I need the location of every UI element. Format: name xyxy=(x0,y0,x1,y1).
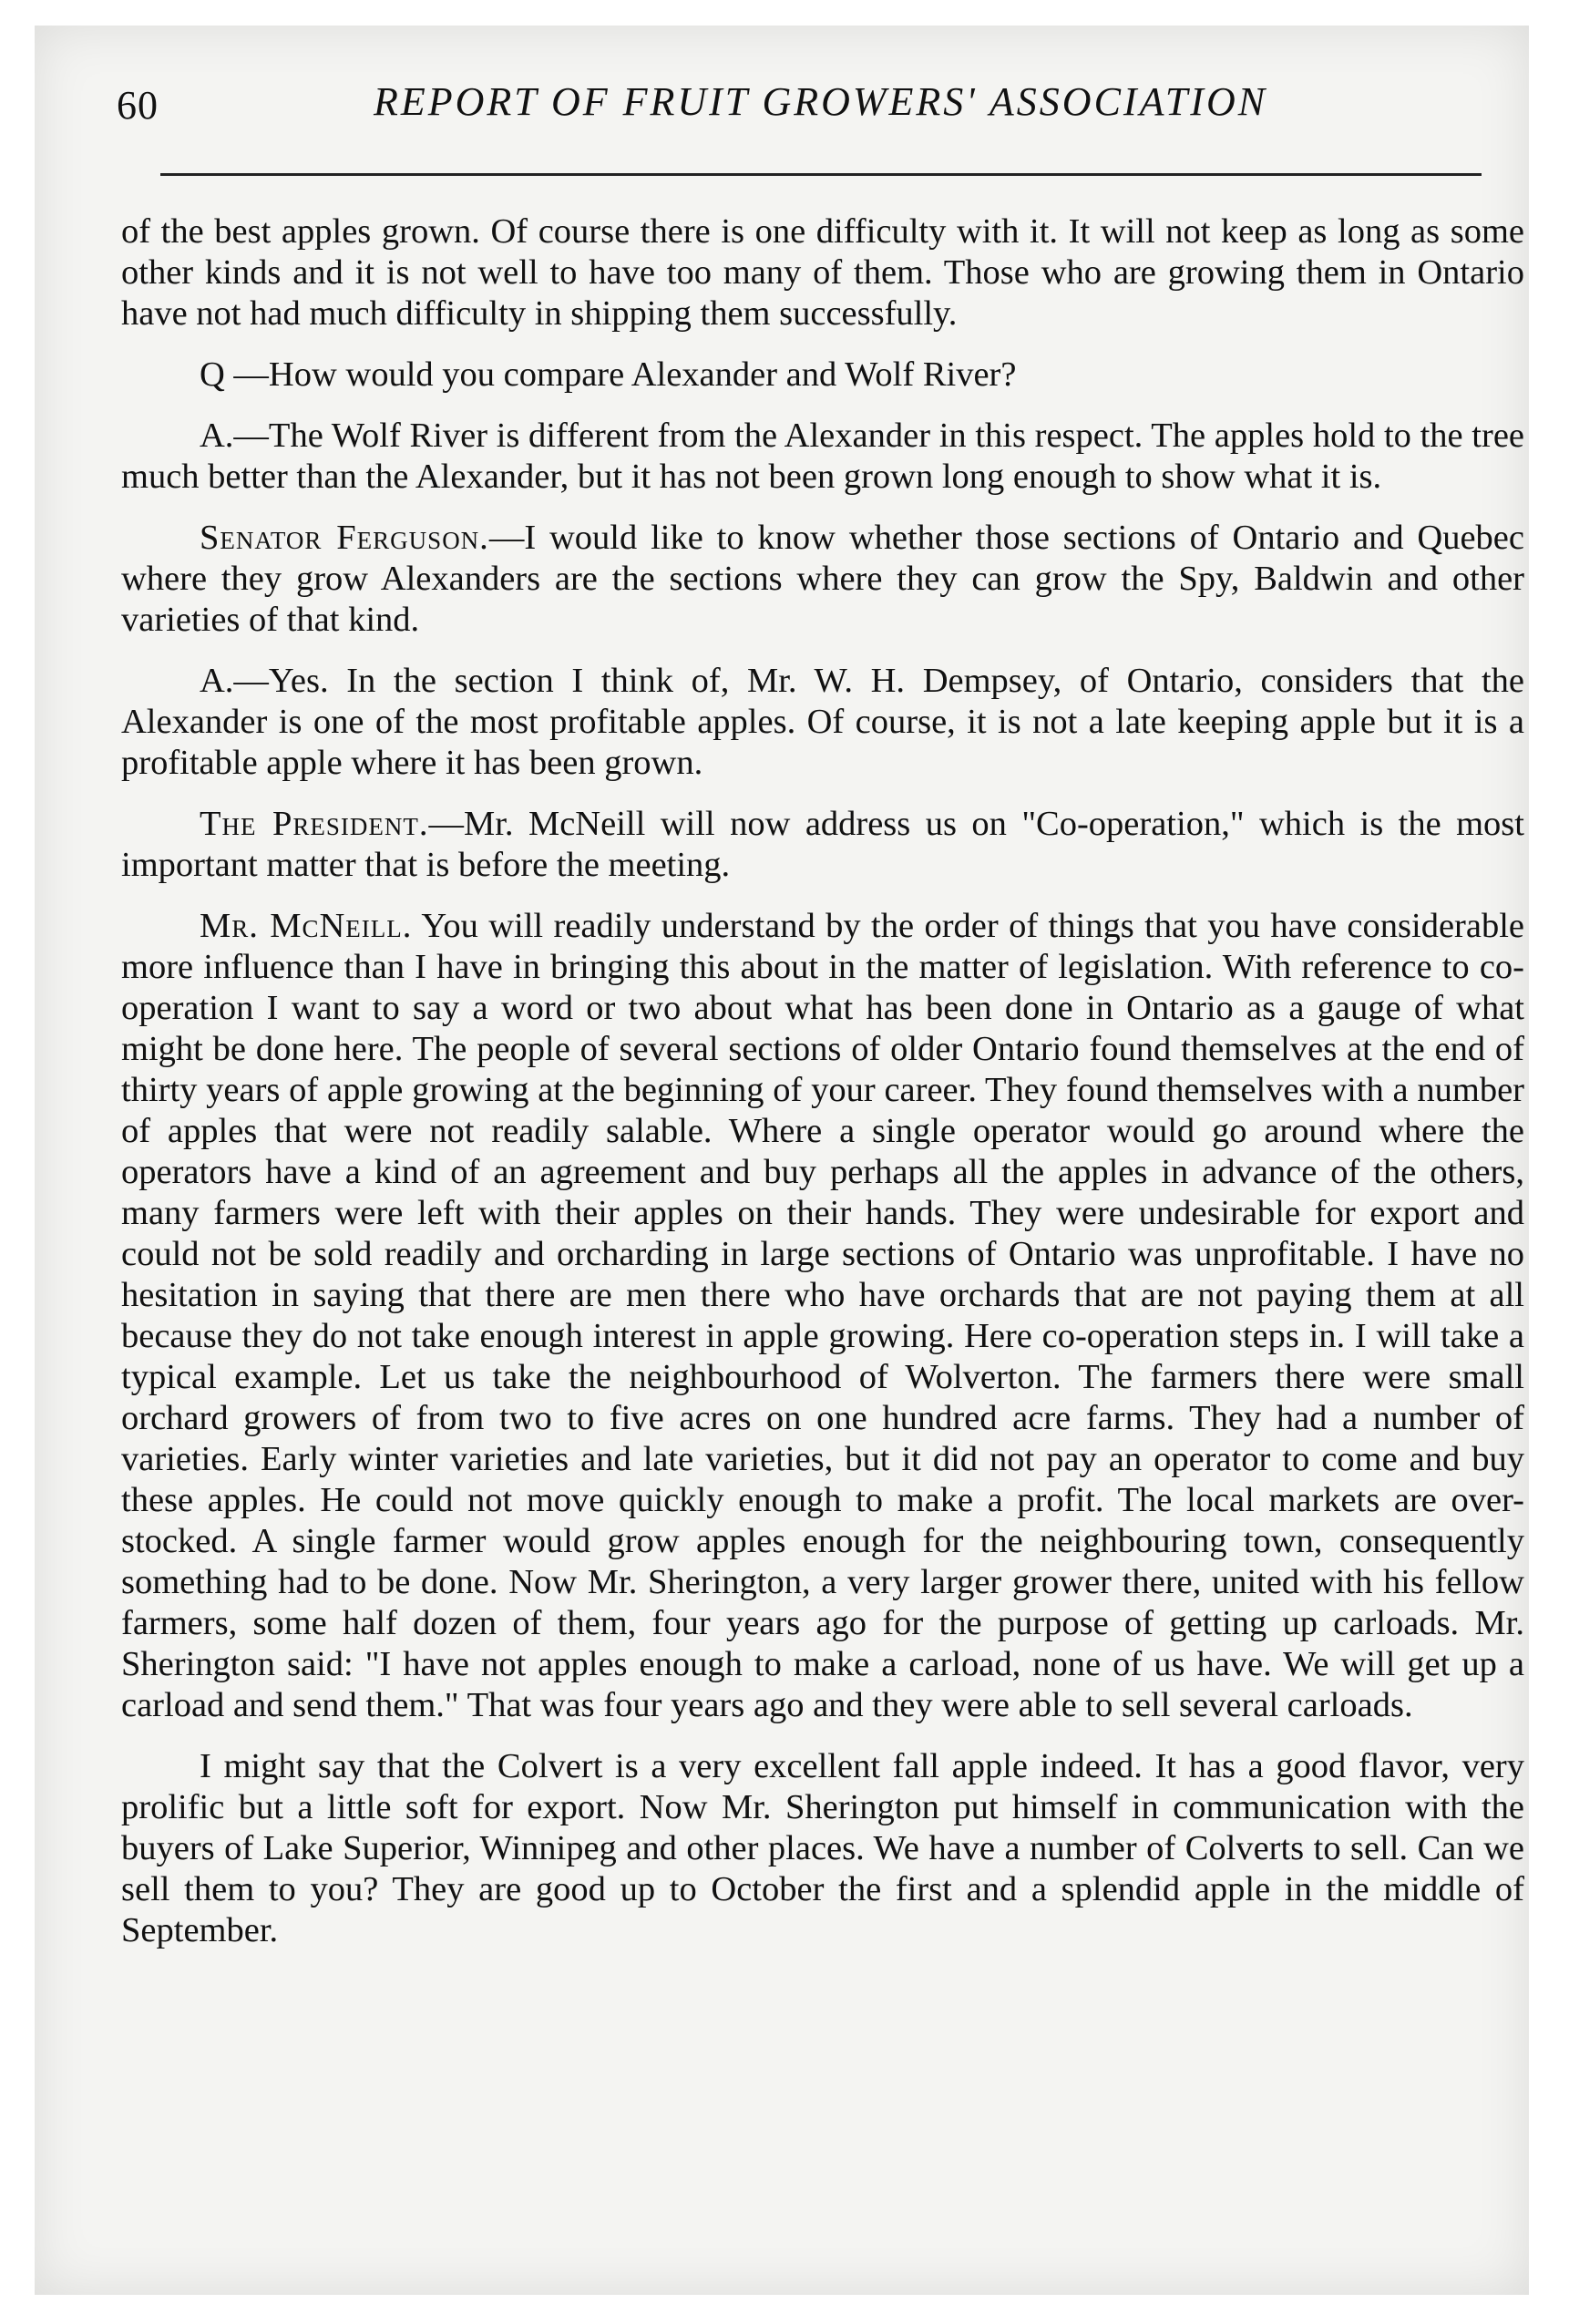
paragraph-text: of the best apples grown. Of course there is one difficulty with it. It will not keep as long as some other kinds and it is not well to have too many of them. Those who are growing them in Ontario have not had much difficulty in shipping them successfully. xyxy=(121,212,1524,333)
paragraph-text: I might say that the Colvert is a very excellent fall apple indeed. It has a good flavor, very prolific but a little soft for export. Now Mr. Sherington put himself in communication with the buyers of Lake Superior, Winnipeg and other places. We have a number of Colverts to sell. Can we sell them to you? They are good up to October the first and a splendid apple in the middle of September. xyxy=(121,1747,1524,1949)
paragraph-text: Q —How would you compare Alexander and Wolf River? xyxy=(200,355,1017,394)
paragraph xyxy=(121,416,1524,498)
body-text xyxy=(121,211,1524,1971)
running-head: REPORT OF FRUIT GROWERS' ASSOCIATION xyxy=(374,79,1268,124)
paragraph xyxy=(121,355,1524,396)
speaker-name: Senator Ferguson. xyxy=(200,519,489,557)
paragraph xyxy=(121,1746,1524,1951)
paragraph-text: A.—Yes. In the section I think of, Mr. W. H. Dempsey, of Ontario, considers that the Alexander is one of the most profitable apples. Of course, it is not a late keeping apple but it is a profitable apple where it has been grown. xyxy=(121,662,1524,782)
page-header xyxy=(80,66,1374,148)
header-rule xyxy=(160,173,1482,176)
paragraph xyxy=(121,906,1524,1726)
paragraph xyxy=(121,211,1524,334)
paragraph-text: —Mr. McNeill will now address us on "Co-operation," which is the most important matter that is before the meeting. xyxy=(121,805,1524,884)
speaker-name: Mr. McNeill. xyxy=(200,907,413,945)
paragraph-text: —I would like to know whether those sections of Ontario and Quebec where they grow Alexanders are the sections where they can grow the Spy, Baldwin and other varieties of that kind. xyxy=(121,519,1524,639)
speaker-name: The President. xyxy=(200,805,429,843)
paragraph xyxy=(121,804,1524,886)
paragraph xyxy=(121,661,1524,784)
paragraph-text: A.—The Wolf River is different from the Alexander in this respect. The apples hold to the tree much better than the Alexander, but it has not been grown long enough to show what it is. xyxy=(121,416,1524,496)
paragraph-text: You will readily understand by the order of things that you have considerable more influence than I have in bringing this about in the matter of legislation. With reference to co-operation I want to say a word or two about what has been done in Ontario as a gauge of what might be done here. The people of several sections of older Ontario found themselves at the end of thirty years of apple growing at the beginning of your career. They found themselves with a number of apples that were not readily salable. Where a single operator would go around where the operators have a kind of an agreement and buy perhaps all the apples in advance of the others, many farmers were left with their apples on their hands. They were undesirable for export and could not be sold readily and orcharding in large sections of Ontario was unprofitable. I have no hesitation in saying that there are men there who have orchards that are not paying them at all because they do not take enough interest in apple growing. Here co-operation steps in. I will take a typical example. Let us take the neighbourhood of Wolverton. The farmers there were small orchard growers of from two to five acres on one hundred acre farms. They had a number of varieties. Early winter varieties and late varieties, but it did not pay an operator to come and buy these apples. He could not move quickly enough to make a profit. The local markets are over-stocked. A single farmer would grow apples enough for the neighbouring town, consequently something had to be done. Now Mr. Sherington, a very larger grower there, united with his fellow farmers, some half dozen of them, four years ago for the purpose of getting up carloads. Mr. Sherington said: "I have not apples enough to make a carload, none of us have. We will get up a carload and send them." That was four years ago and they were able to sell several carloads. xyxy=(121,907,1524,1724)
paragraph xyxy=(121,518,1524,641)
page-number: 60 xyxy=(117,83,159,128)
